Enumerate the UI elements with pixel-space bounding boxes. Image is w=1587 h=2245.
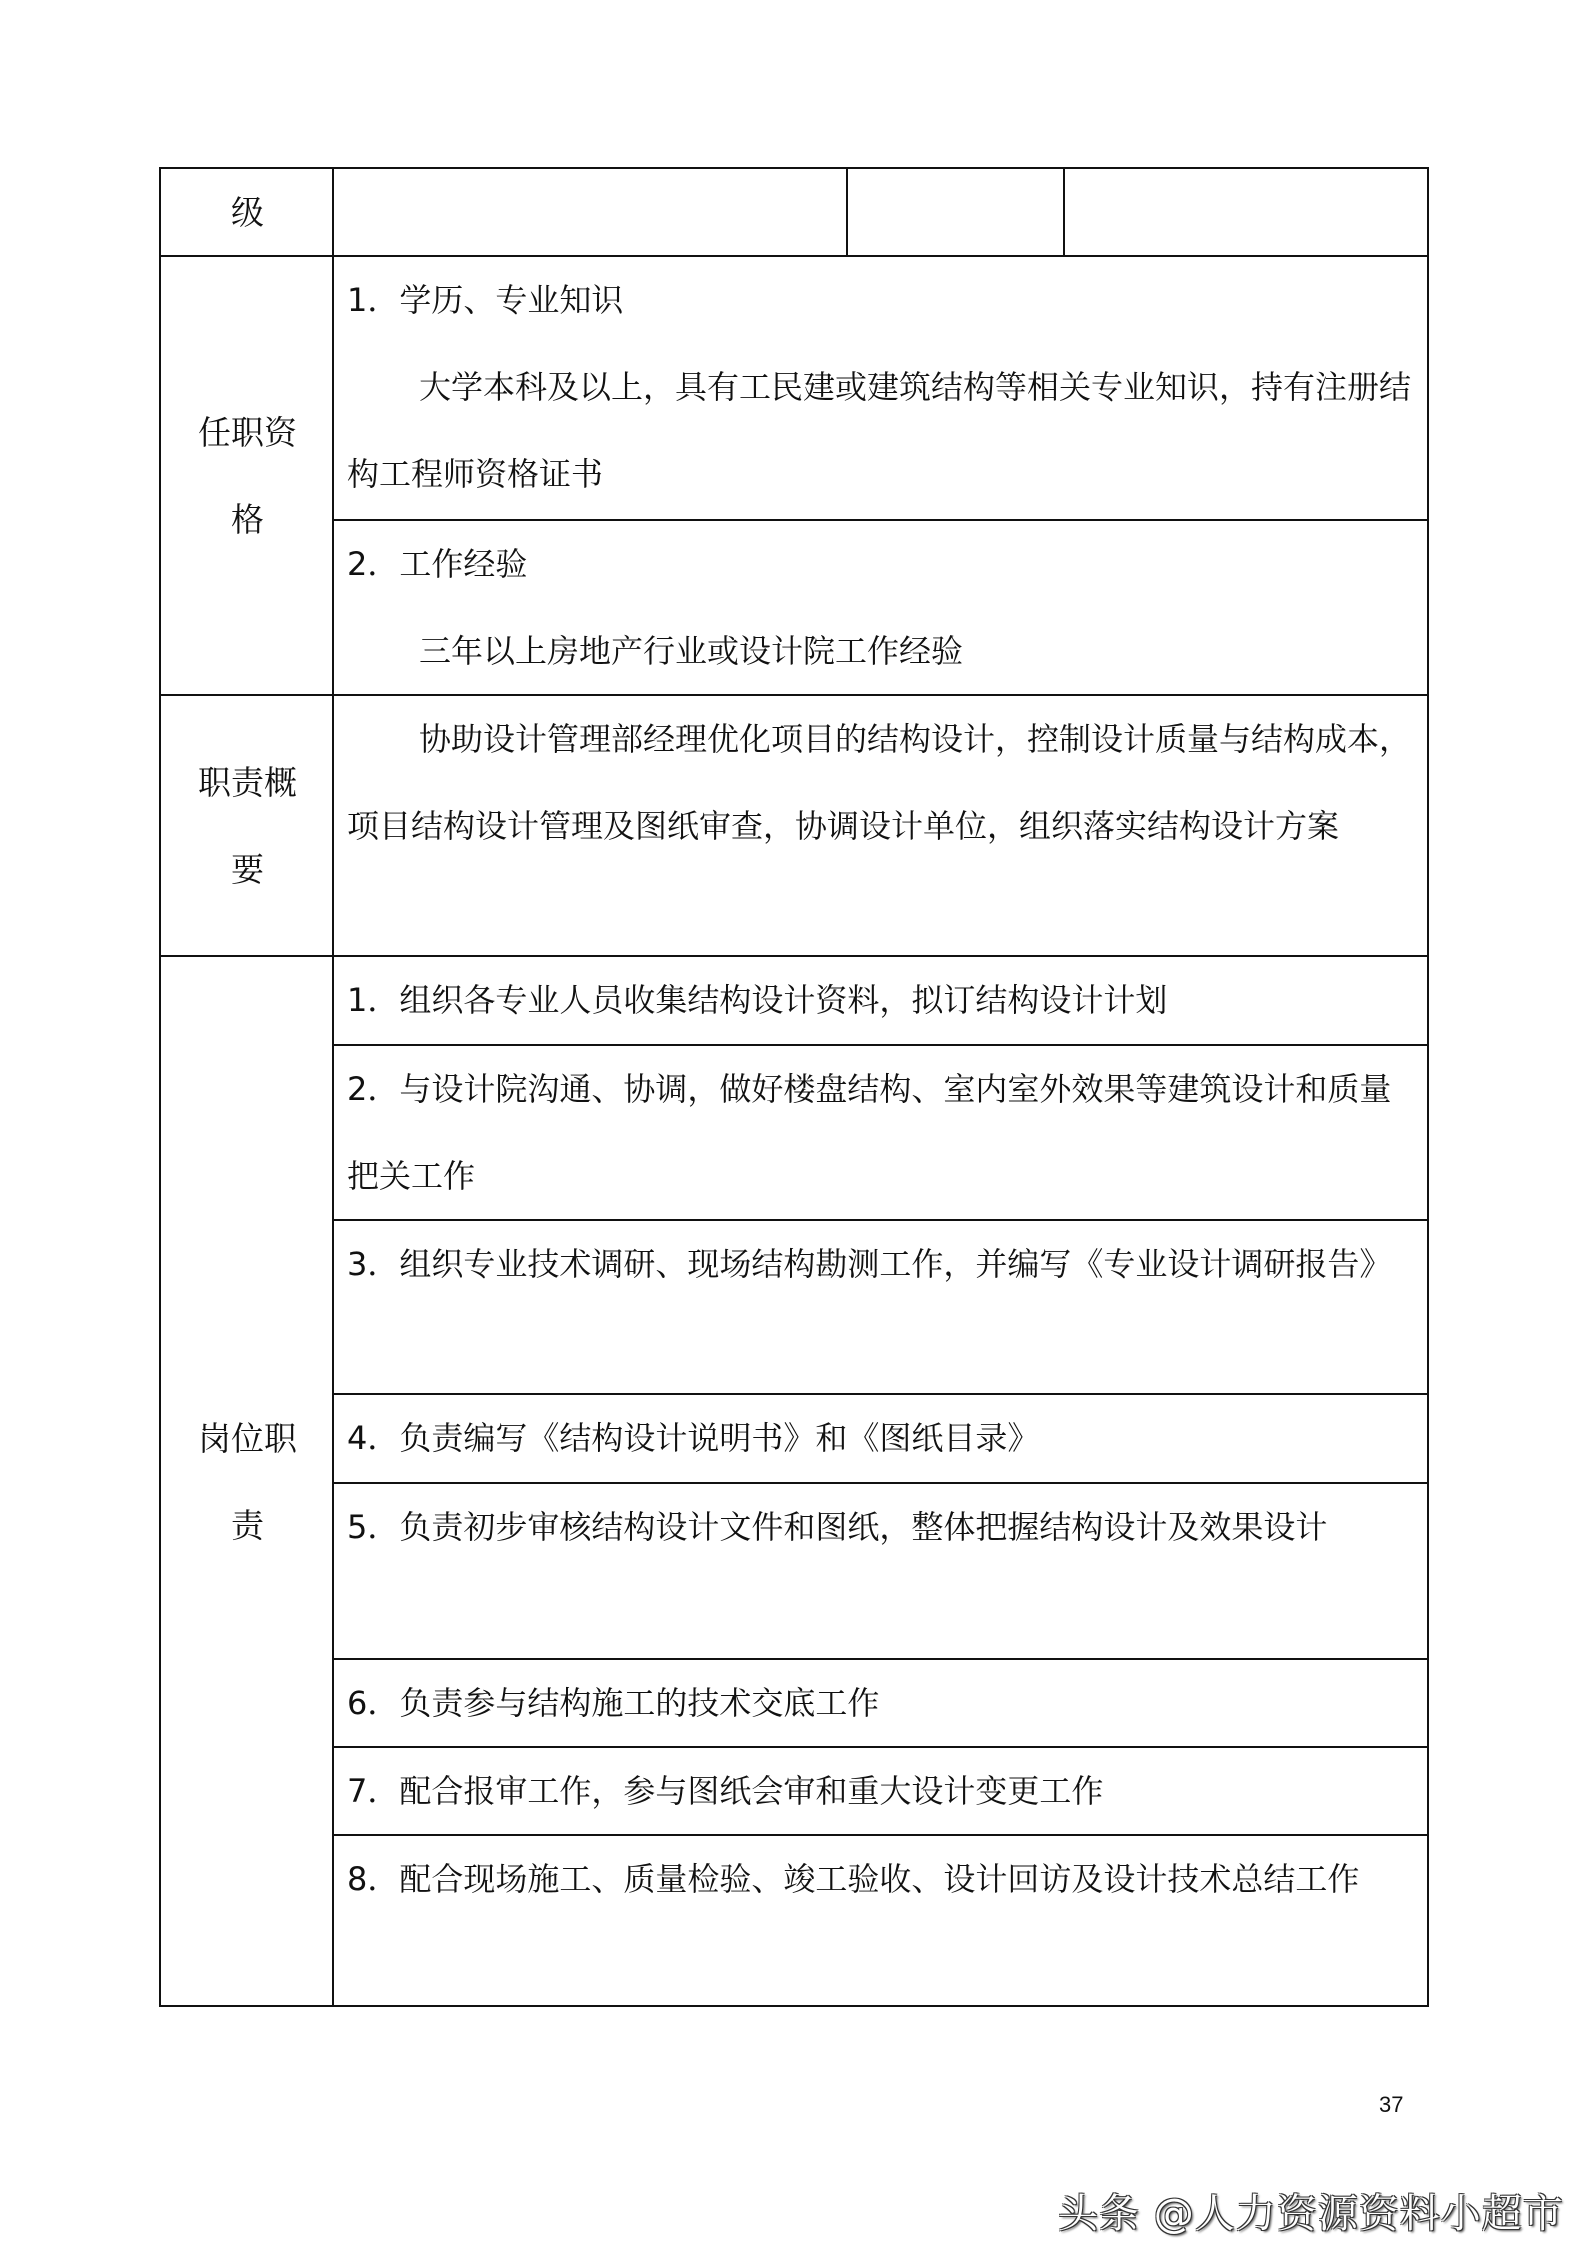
education-heading: 1．学历、专业知识 xyxy=(347,281,624,319)
duties-label-line-2: 责 xyxy=(231,1506,264,1545)
qualifications-label-line-2: 格 xyxy=(231,499,264,539)
summary-label-line-1: 职责概 xyxy=(198,762,297,802)
experience-body: 三年以上房地产行业或设计院工作经验 xyxy=(419,632,964,670)
duties-label-line-1: 岗位职 xyxy=(198,1419,297,1458)
summary-label-line-2: 要 xyxy=(231,849,264,889)
duty-text: 6．负责参与结构施工的技术交底工作 xyxy=(347,1684,880,1722)
duty-item-1 xyxy=(347,957,1417,1044)
duties-label xyxy=(161,957,334,2007)
page-number: 37 xyxy=(1379,2092,1404,2117)
duty-text: 5．负责初步审核结构设计文件和图纸，整体把握结构设计及效果设计 xyxy=(347,1508,1328,1546)
summary-label xyxy=(161,696,334,955)
duty-text: 7．配合报审工作，参与图纸会审和重大设计变更工作 xyxy=(347,1772,1104,1810)
level-cell-2 xyxy=(848,169,1063,255)
level-label xyxy=(161,169,334,255)
summary-body: 协助设计管理部经理优化项目的结构设计，控制设计质量与结构成本，项目结构设计管理及图纸审查，协调设计单位，组织落实结构设计方案 xyxy=(347,720,1412,845)
level-cell-1 xyxy=(334,169,846,255)
summary-cell xyxy=(347,696,1417,870)
experience-heading: 2．工作经验 xyxy=(347,545,528,583)
duty-item-7 xyxy=(347,1748,1417,1835)
duty-text: 8．配合现场施工、质量检验、竣工验收、设计回访及设计技术总结工作 xyxy=(347,1860,1360,1898)
duty-item-4 xyxy=(347,1395,1417,1482)
duty-text: 1．组织各专业人员收集结构设计资料，拟订结构设计计划 xyxy=(347,981,1168,1019)
duty-item-3 xyxy=(347,1221,1417,1308)
education-body: 大学本科及以上，具有工民建或建筑结构等相关专业知识，持有注册结构工程师资格证书 xyxy=(347,368,1412,493)
duty-text: 4．负责编写《结构设计说明书》和《图纸目录》 xyxy=(347,1419,1040,1457)
duty-item-8 xyxy=(347,1836,1417,1923)
job-description-table xyxy=(159,167,1429,2007)
qualification-education xyxy=(347,257,1417,518)
level-cell-3 xyxy=(1065,169,1427,255)
qualification-experience xyxy=(347,521,1417,695)
duty-item-2 xyxy=(347,1046,1417,1220)
duty-item-6 xyxy=(347,1660,1417,1747)
duty-item-5 xyxy=(347,1484,1417,1571)
qualifications-label-line-1: 任职资 xyxy=(198,412,297,452)
duty-text: 3．组织专业技术调研、现场结构勘测工作，并编写《专业设计调研报告》 xyxy=(347,1245,1392,1283)
level-label-text: 级 xyxy=(231,192,264,232)
qualifications-label xyxy=(161,257,334,694)
watermark: 头条 @人力资源资料小超市 xyxy=(1058,2191,1564,2237)
duty-text: 2．与设计院沟通、协调，做好楼盘结构、室内室外效果等建筑设计和质量把关工作 xyxy=(347,1070,1392,1195)
